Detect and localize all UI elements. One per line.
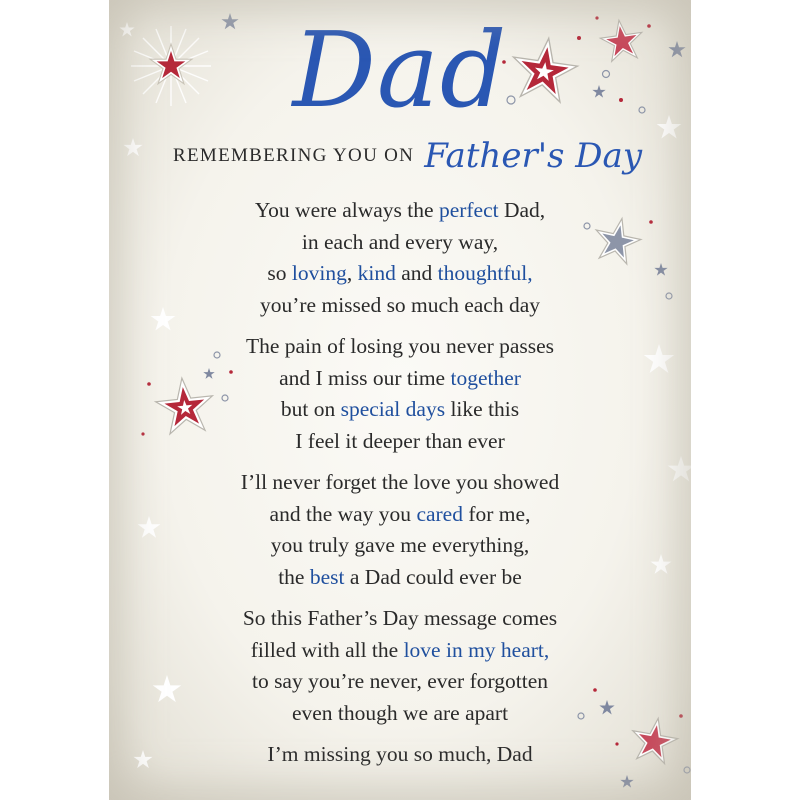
poem-line: and the way you cared for me,: [269, 501, 531, 526]
poem-line: I feel it deeper than ever: [295, 428, 505, 453]
stanza-3: [109, 467, 691, 593]
poem-line: The pain of losing you never passes: [245, 334, 555, 358]
highlight-word: special days: [340, 397, 446, 421]
stanza-2: [109, 331, 691, 457]
poem-line: filled with all the love in my heart,: [250, 637, 550, 662]
poem-line: the best a Dad could ever be: [278, 564, 522, 589]
highlight-word: thoughtful,: [437, 261, 533, 285]
highlight-word: best: [309, 564, 345, 589]
poem-line: to say you’re never, ever forgotten: [251, 669, 549, 693]
card-title: Dad: [292, 9, 508, 131]
closing-stanza: [109, 739, 691, 771]
poem-line: you truly gave me everything,: [270, 533, 530, 557]
stanza-1: [109, 195, 691, 321]
highlight-word: loving: [291, 261, 347, 285]
poem-line: You were always the perfect Dad,: [254, 198, 546, 222]
highlight-word: together: [450, 365, 521, 390]
subtitle-caps: REMEMBERING YOU ON: [173, 145, 415, 166]
poem-line: even though we are apart: [291, 700, 509, 725]
poem-line: but on special days like this: [280, 397, 520, 421]
card-subtitle: [173, 136, 643, 176]
white-star-icon: [123, 138, 142, 156]
poem: [109, 195, 691, 781]
poem-line: in each and every way,: [301, 229, 499, 254]
poem-line: So this Father’s Day message comes: [242, 606, 558, 630]
poem-line: so loving, kind and thoughtful,: [267, 261, 533, 285]
stanza-4: [109, 603, 691, 729]
highlight-word: cared: [416, 501, 463, 526]
closing-line: I’m missing you so much, Dad: [267, 742, 533, 766]
poem-line: you’re missed so much each day: [259, 292, 540, 317]
highlight-word: love in my heart,: [403, 637, 550, 662]
highlight-word: kind: [357, 261, 396, 285]
highlight-word: perfect: [438, 198, 499, 222]
poem-line: I’ll never forget the love you showed: [240, 470, 560, 494]
subtitle-script: Father's Day: [424, 136, 643, 176]
poem-line: and I miss our time together: [279, 365, 521, 390]
memorial-card: [109, 0, 691, 800]
